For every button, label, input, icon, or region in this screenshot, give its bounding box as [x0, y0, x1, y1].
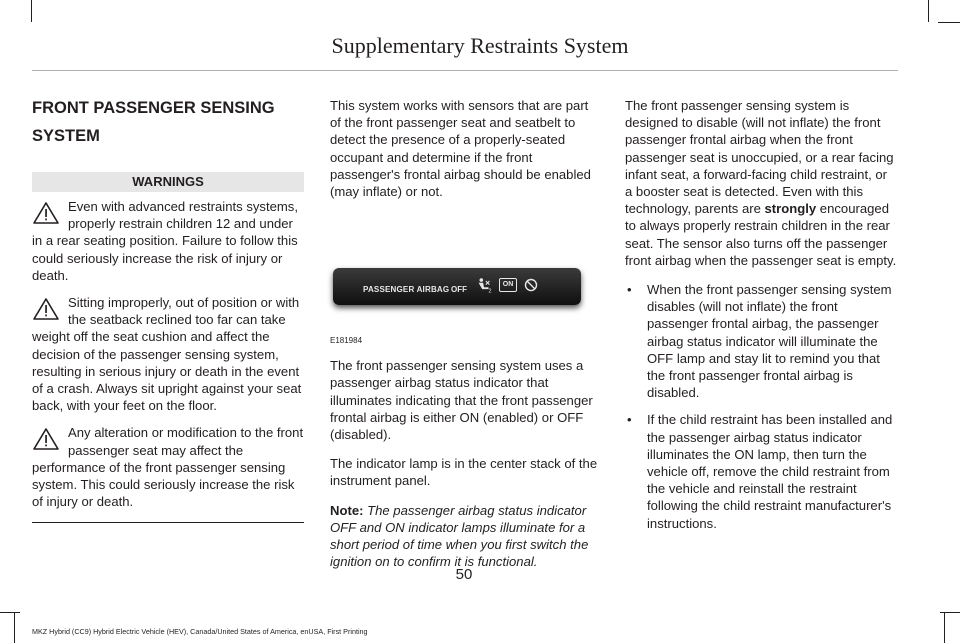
warning-1 [32, 198, 304, 284]
indicator-panel [333, 268, 581, 305]
disable-paragraph [625, 97, 897, 269]
middle-column [330, 97, 602, 582]
crop-mark-bottom-right-v [944, 612, 945, 643]
list-item [625, 411, 897, 531]
page-header: Supplementary Restraints System [331, 33, 629, 58]
bullet-2-text: If the child restraint has been installed and the passenger airbag status indicator illuminates the ON lamp, then turn the vehicle off, remove the child restraint from the vehicle and reinstall the restraint following the child restraint manufacturer's instructions. [647, 412, 893, 531]
prohibited-icon [524, 278, 538, 292]
section-title-line1: FRONT PASSENGER SENSING [32, 99, 275, 117]
warning-3-text: Any alteration or modification to the front passenger seat may affect the performance of the front passenger sensing system. This could seriously increase the risk of injury or death. [32, 425, 304, 510]
note-paragraph [330, 502, 602, 571]
svg-text:2: 2 [488, 288, 492, 295]
disable-paragraph-start: The front passenger sensing system is designed to disable (will not inflate) the front passenger frontal airbag when the front passenger seat is unoccupied, or a rear facing infant seat, a forward-facing child restraint, or a booster seat is detected. Even with this technology, parents are [625, 98, 894, 217]
warning-triangle-icon [32, 427, 66, 451]
warning-2 [32, 294, 304, 414]
figure-code: E181984 [330, 336, 363, 346]
airbag-indicator-figure [330, 212, 602, 347]
crop-mark-bottom-left-v [14, 612, 15, 643]
warnings-bottom-rule [32, 522, 304, 523]
note-label: Note: [330, 502, 364, 518]
warnings-heading: WARNINGS [32, 172, 304, 192]
crop-mark-bottom-left-h [0, 612, 20, 613]
off-lamp-label: OFF [451, 285, 467, 295]
panel-label: PASSENGER AIRBAG [363, 285, 450, 295]
crop-mark-top-right-h [938, 22, 960, 23]
seated-passenger-icon [475, 277, 493, 294]
crop-mark-bottom-right-h [940, 612, 960, 613]
bullet-list [625, 281, 897, 532]
location-paragraph: The indicator lamp is in the center stack of the instrument panel. [330, 456, 598, 489]
indicator-paragraph: The front passenger sensing system uses a passenger airbag status indicator that illuminates indicating that the front passenger frontal airbag is either ON (enabled) or OFF (disabled). [330, 358, 593, 443]
note-text: The passenger airbag status indicator OFF and ON indicator lamps illuminate for a short period of time when you first switch the ignition on to confirm it is functional. [330, 502, 589, 570]
disable-paragraph-strong: strongly [764, 201, 817, 217]
crop-mark-top-right-v [928, 0, 929, 22]
crop-mark-top-left-v [31, 0, 32, 22]
right-column [625, 97, 897, 542]
bullet-dot: • [627, 412, 632, 428]
header-rule [32, 70, 898, 71]
warning-3 [32, 424, 304, 510]
disable-paragraph-end: encouraged to always properly restrain children in the rear seat. The sensor also turns off the passenger front airbag when the passenger seat is empty. [625, 201, 897, 268]
page-number: 50 [455, 566, 473, 583]
warning-1-text: Even with advanced restraints systems, properly restrain children 12 and under in a rear seating position. Failure to follow this could seriously increase the risk of injury or death. [32, 199, 298, 283]
warning-2-text: Sitting improperly, out of position or with the seatback reclined too far can take weight off the seat cushion and affect the decision of the passenger sensing system, resulting in serious injury or death in the event of a crash. Always sit upright against your seat back, with your feet on the floor. [32, 295, 302, 414]
on-lamp-label: ON [499, 278, 517, 292]
footer-text: MKZ Hybrid (CC9) Hybrid Electric Vehicle (HEV), Canada/United States of America, enUSA, First Printing [32, 627, 368, 636]
section-title-line2: SYSTEM [32, 127, 100, 145]
bullet-1-text: When the front passenger sensing system disables (will not inflate) the front passenger frontal airbag, the passenger airbag status indicator will illuminate the OFF lamp and stay lit to remind you that the front passenger frontal airbag is disabled. [647, 282, 892, 401]
warning-triangle-icon [32, 201, 66, 225]
list-item [625, 281, 897, 401]
warning-triangle-icon [32, 297, 66, 321]
left-column [32, 94, 304, 523]
intro-paragraph: This system works with sensors that are part of the front passenger seat and seatbelt to detect the presence of a properly-seated occupant and determine if the front passenger's frontal airbag should be enabled (may inflate) or not. [330, 98, 591, 200]
bullet-dot: • [627, 282, 632, 298]
